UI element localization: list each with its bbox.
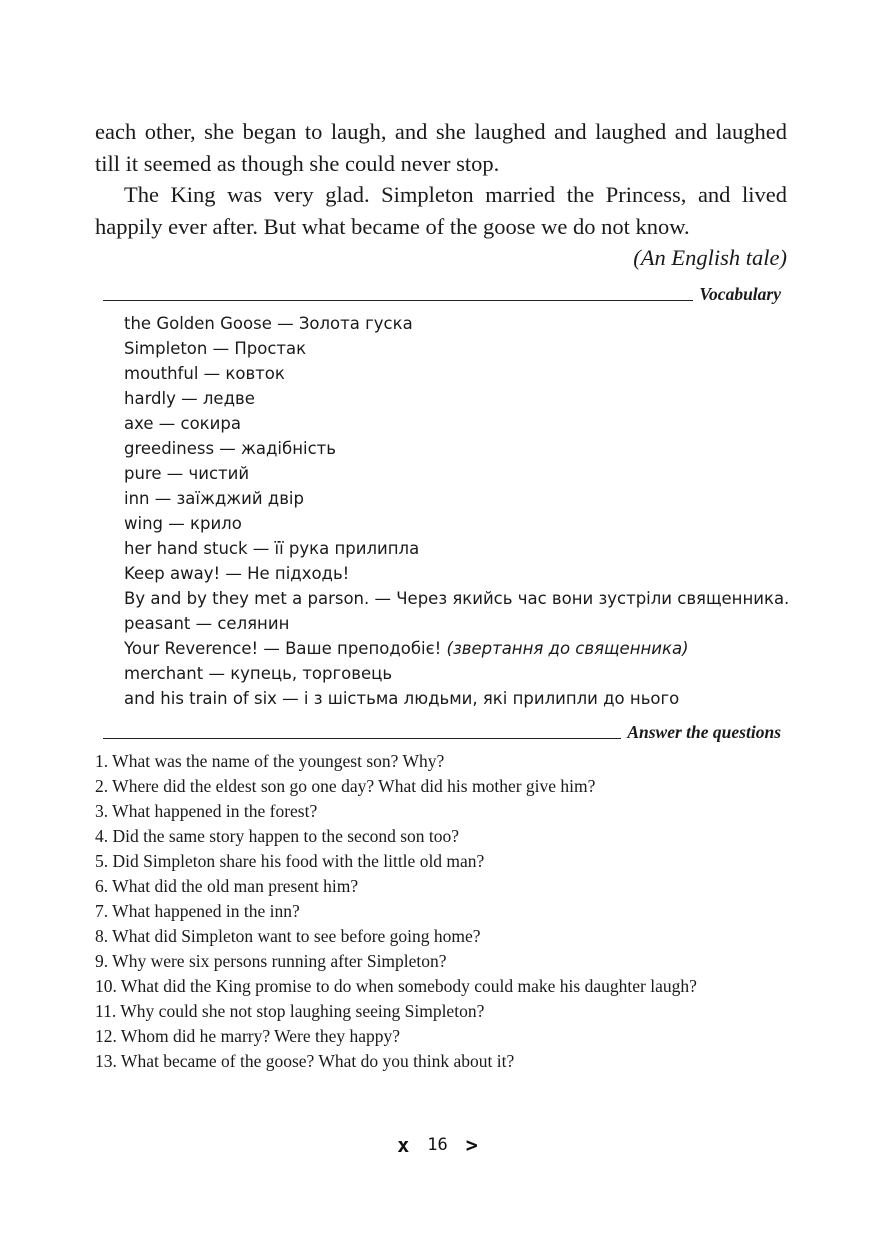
question-item: 5. Did Simpleton share his food with the little old man? — [95, 851, 485, 871]
vocabulary-item-text: greediness — жадібність — [124, 439, 336, 458]
vocabulary-item-text: axe — сокира — [124, 414, 241, 433]
vocabulary-item — [124, 661, 789, 686]
vocabulary-item-text: and his train of six — і з шістьма людьми, які прилипли до нього — [124, 689, 680, 708]
close-button[interactable]: x — [397, 1133, 410, 1157]
vocabulary-item — [124, 636, 789, 661]
vocabulary-item-text: merchant — купець, торговець — [124, 664, 393, 683]
question-item: 6. What did the old man present him? — [95, 876, 359, 896]
vocabulary-item — [124, 436, 789, 461]
next-page-button[interactable]: > — [465, 1133, 478, 1157]
vocabulary-item-text: peasant — селянин — [124, 614, 290, 633]
vocabulary-item-text: Keep away! — Не підходь! — [124, 564, 350, 583]
vocabulary-item-text: pure — чистий — [124, 464, 250, 483]
question-item: 13. What became of the goose? What do you think about it? — [95, 1051, 515, 1071]
vocabulary-item — [124, 586, 789, 611]
story-line: each other, she began to laugh, and she laughed and laughed and laughed — [95, 119, 787, 144]
vocabulary-item-text: the Golden Goose — Золота гуска — [124, 314, 413, 333]
story-line: till it seemed as though she could never stop. — [95, 150, 500, 176]
question-item: 4. Did the same story happen to the second son too? — [95, 826, 460, 846]
vocabulary-item — [124, 386, 789, 411]
vocabulary-item — [124, 361, 789, 386]
vocabulary-list — [124, 311, 789, 711]
story-source: (An English tale) — [633, 245, 787, 270]
vocabulary-item — [124, 486, 789, 511]
question-item: 2. Where did the eldest son go one day? What did his mother give him? — [95, 776, 596, 796]
vocabulary-item — [124, 336, 789, 361]
question-item: 11. Why could she not stop laughing seeing Simpleton? — [95, 1001, 485, 1021]
vocabulary-item-text: her hand stuck — її рука прилипла — [124, 539, 420, 558]
question-item: 10. What did the King promise to do when somebody could make his daughter laugh? — [95, 976, 697, 996]
story-line: The King was very glad. Simpleton married the Princess, and lived — [124, 182, 787, 207]
question-item: 7. What happened in the inn? — [95, 901, 300, 921]
questions-heading — [103, 721, 781, 743]
vocabulary-item-text: inn — заїжджий двір — [124, 489, 304, 508]
question-item: 1. What was the name of the youngest son? Why? — [95, 751, 445, 771]
vocabulary-heading — [103, 283, 781, 305]
page-navigation — [0, 1133, 875, 1157]
vocabulary-item — [124, 686, 789, 711]
vocabulary-item — [124, 611, 789, 636]
vocabulary-item — [124, 561, 789, 586]
questions-heading-label: Answer the questions — [627, 722, 781, 742]
page-number: 16 — [427, 1135, 448, 1155]
story-line: happily ever after. But what became of the goose we do not know. — [95, 213, 690, 239]
vocabulary-item — [124, 536, 789, 561]
question-item: 9. Why were six persons running after Simpleton? — [95, 951, 447, 971]
vocabulary-item-text: By and by they met a parson. — Через якийсь час вони зустріли священника. — [124, 589, 790, 608]
vocabulary-item-text: Simpleton — Простак — [124, 339, 307, 358]
vocabulary-item-text: wing — крило — [124, 514, 242, 533]
vocabulary-item-text: hardly — ледве — [124, 389, 255, 408]
vocabulary-item-text: Your Reverence! — Ваше преподобіє! — [124, 639, 447, 658]
question-item: 3. What happened in the forest? — [95, 801, 318, 821]
vocabulary-item — [124, 311, 789, 336]
vocabulary-item-note: (звертання до священника) — [446, 639, 689, 658]
vocabulary-item — [124, 411, 789, 436]
question-item: 12. Whom did he marry? Were they happy? — [95, 1026, 401, 1046]
heading-rule — [103, 738, 621, 739]
vocabulary-heading-label: Vocabulary — [699, 284, 781, 304]
vocabulary-item — [124, 511, 789, 536]
questions-list — [95, 749, 697, 1074]
heading-rule — [103, 300, 693, 301]
vocabulary-item — [124, 461, 789, 486]
question-item: 8. What did Simpleton want to see before going home? — [95, 926, 481, 946]
vocabulary-item-text: mouthful — ковток — [124, 364, 285, 383]
story-text — [95, 116, 787, 274]
